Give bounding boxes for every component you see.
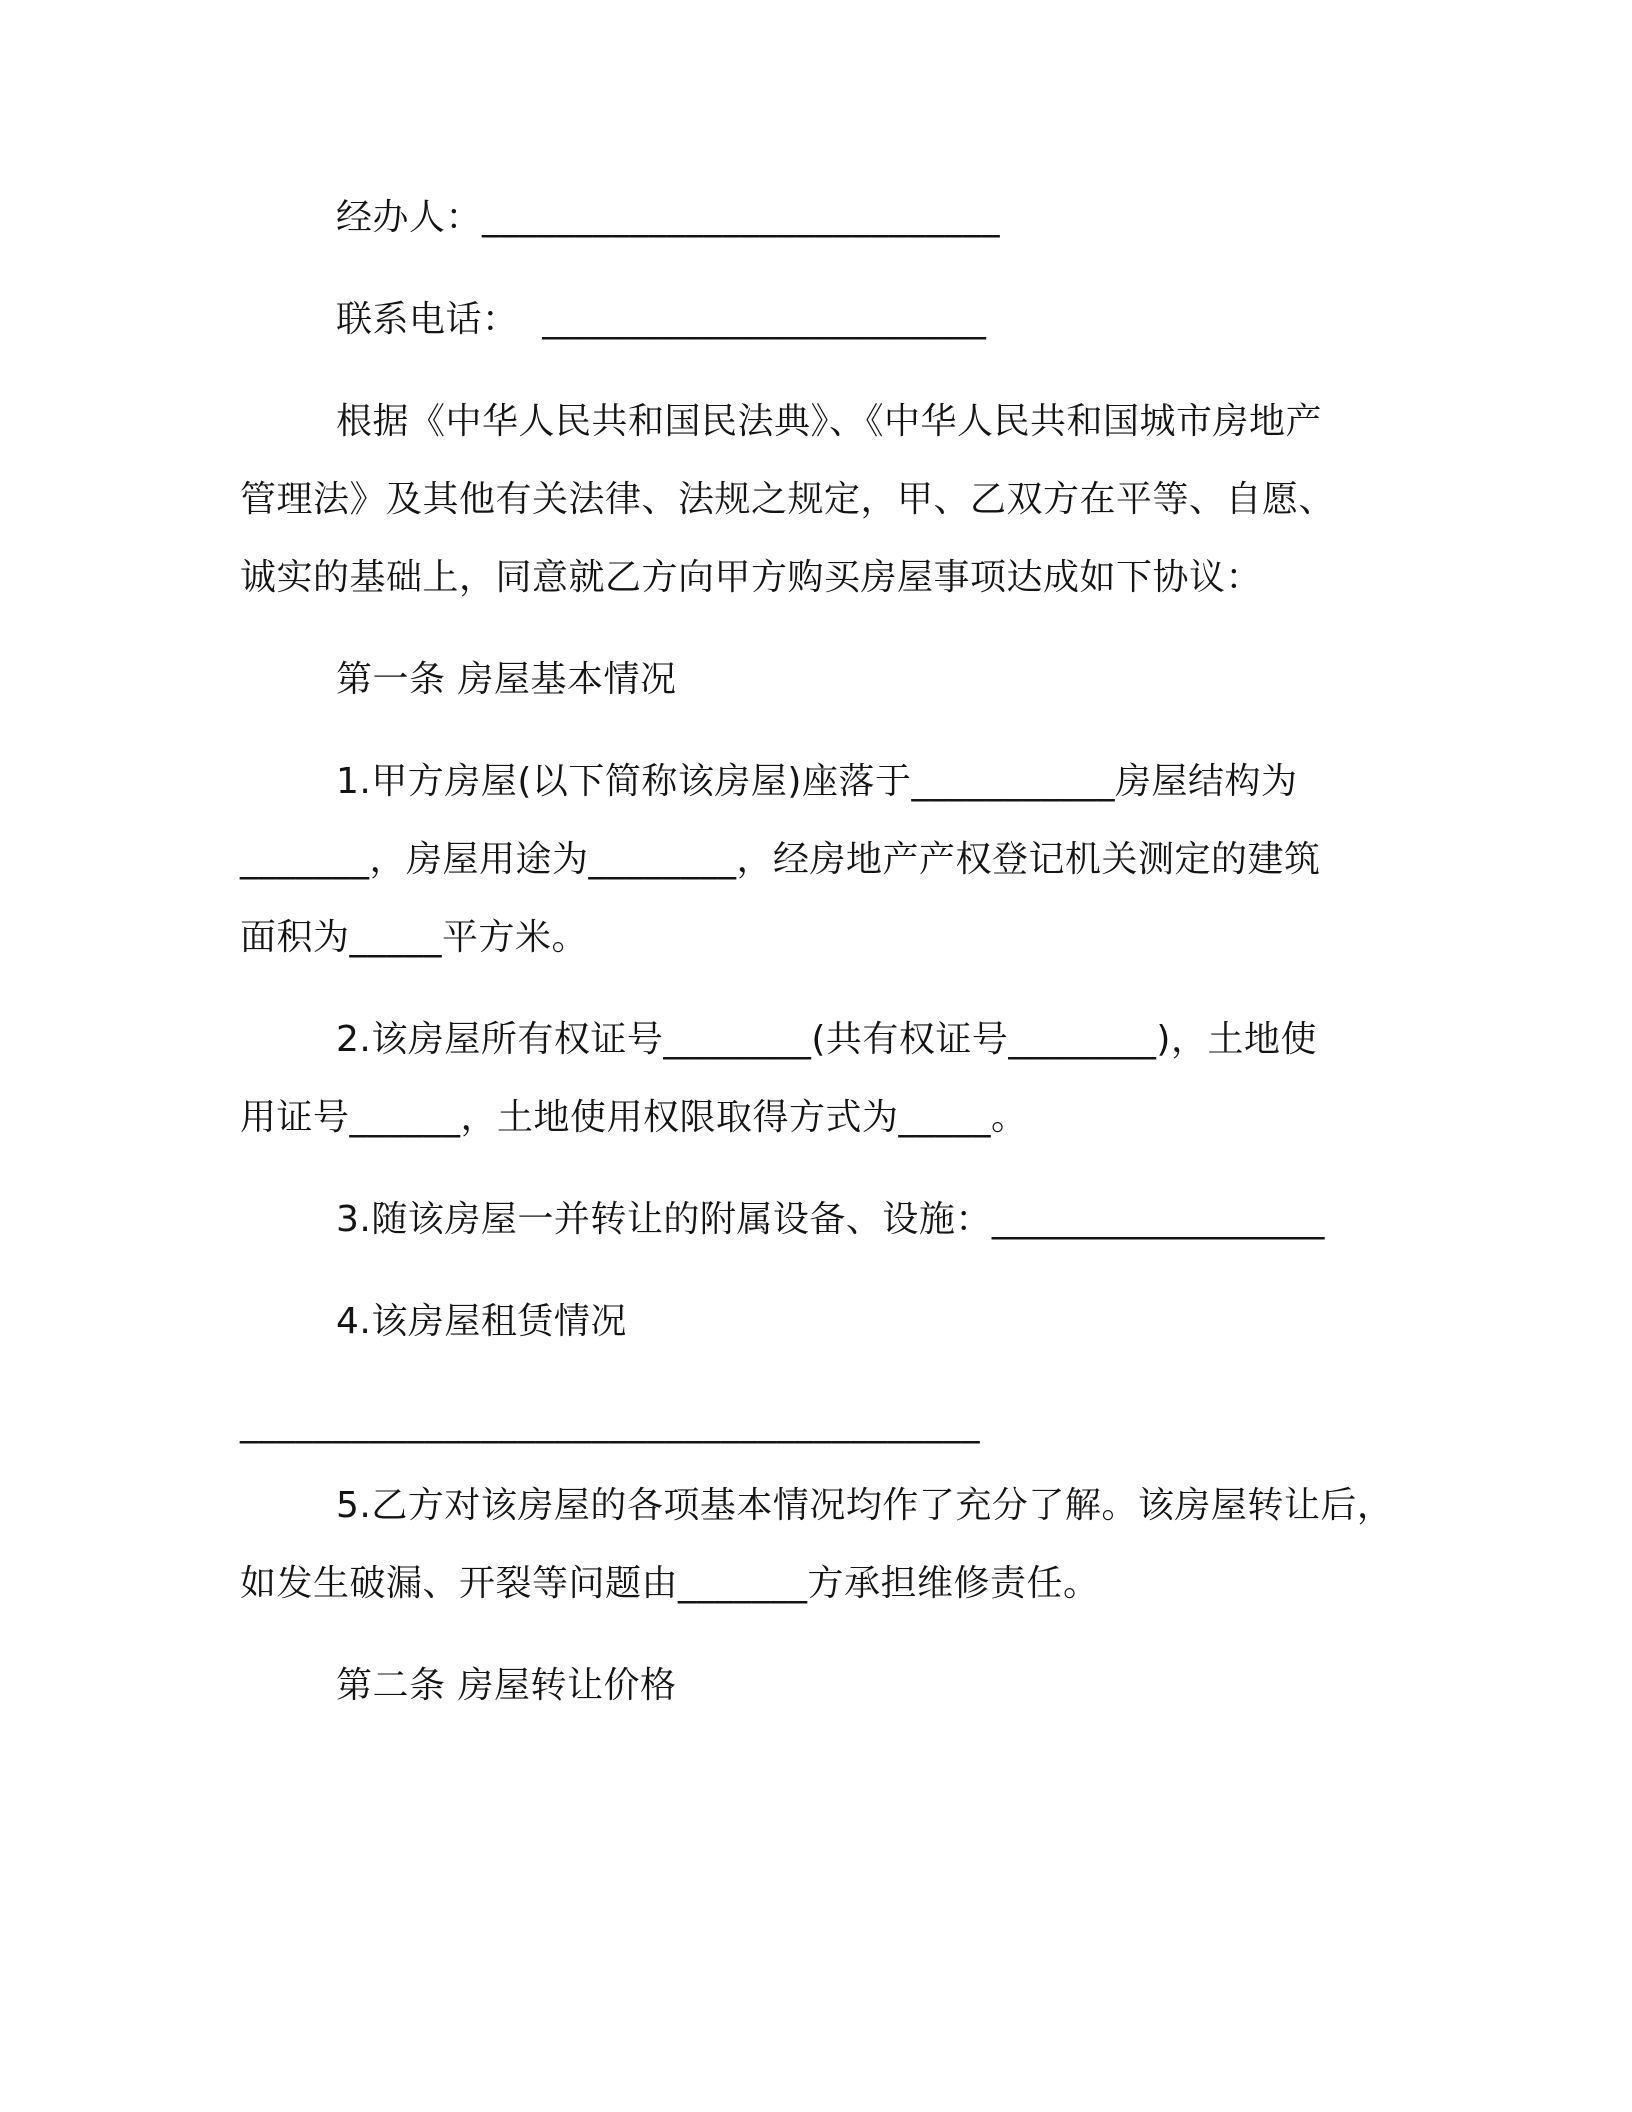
item-1-line-1: 1.甲方房屋(以下简称该房屋)座落于___________房屋结构为 [336, 761, 1298, 802]
agent-line: 经办人：____________________________ [336, 197, 1001, 238]
preamble-line-3: 诚实的基础上，同意就乙方向甲方购买房屋事项达成如下协议： [240, 557, 1263, 598]
article-1-heading: 第一条 房屋基本情况 [336, 659, 677, 700]
item-1-line-3: 面积为_____平方米。 [240, 917, 589, 958]
item-1-line-2: _______，房屋用途为________，经房地产产权登记机关测定的建筑 [240, 839, 1321, 880]
item-3-line: 3.随该房屋一并转让的附属设备、设施：__________________ [336, 1199, 1325, 1240]
item-2-line-2: 用证号______，土地使用权限取得方式为_____。 [240, 1097, 1028, 1138]
phone-line: 联系电话： ________________________ [336, 299, 987, 340]
preamble-line-2: 管理法》及其他有关法律、法规之规定，甲、乙双方在平等、自愿、 [240, 479, 1336, 520]
item-5-line-1: 5.乙方对该房屋的各项基本情况均作了充分了解。该房屋转让后， [336, 1485, 1394, 1526]
item-4-heading: 4.该房屋租赁情况 [336, 1301, 627, 1342]
item-5-line-2: 如发生破漏、开裂等问题由_______方承担维修责任。 [240, 1563, 1100, 1604]
preamble-line-1: 根据《中华人民共和国民法典》、《中华人民共和国城市房地产 [336, 401, 1323, 442]
article-2-heading: 第二条 房屋转让价格 [336, 1665, 677, 1706]
item-2-line-1: 2.该房屋所有权证号________(共有权证号________)，土地使 [336, 1019, 1317, 1060]
item-4-blank: ________________________________________ [240, 1403, 980, 1444]
